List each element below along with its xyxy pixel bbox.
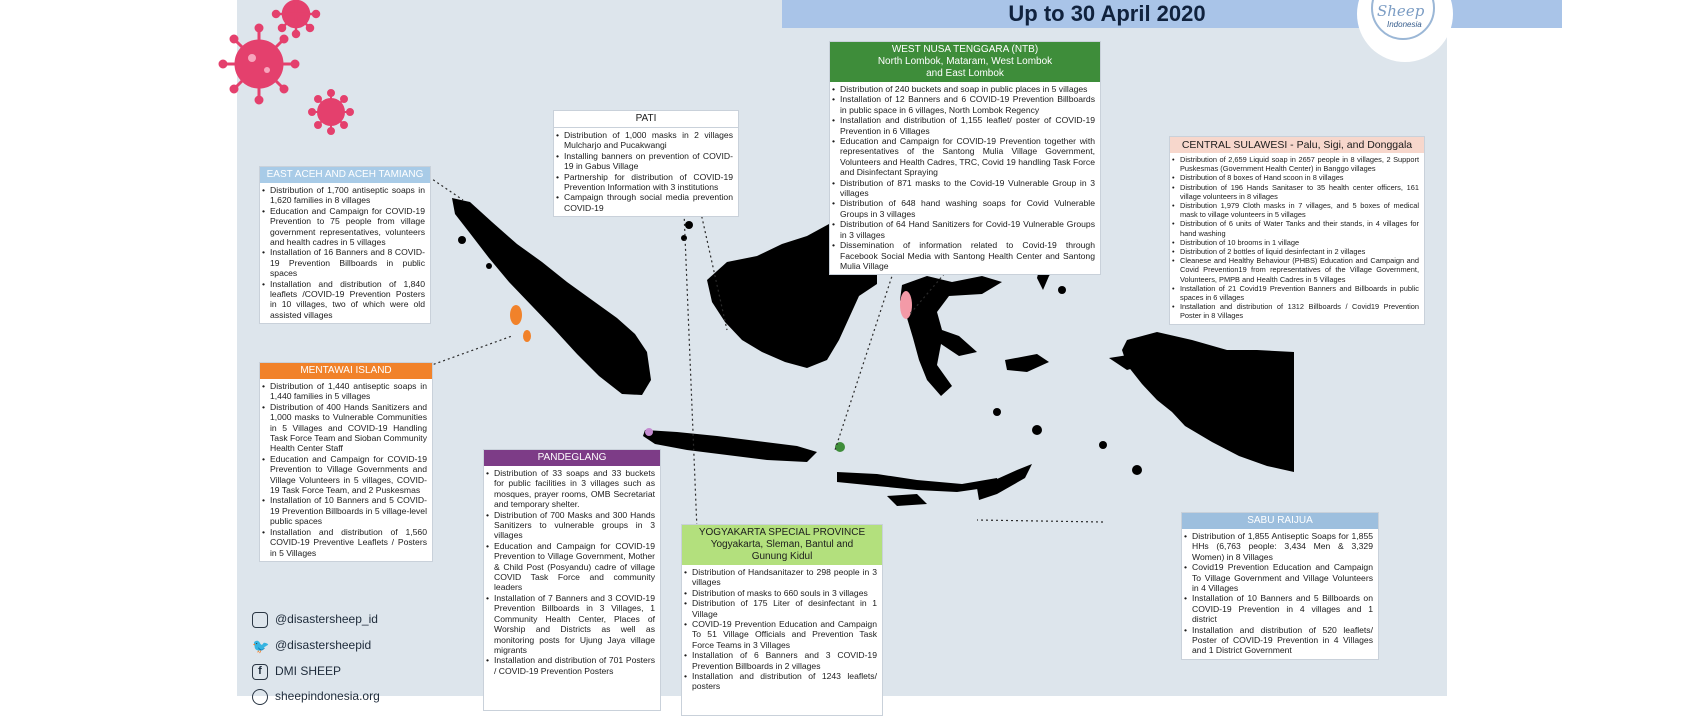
ntb-item: • Distribution of 648 hand washing soaps for Covid Vulnerable Groups in 3 villages — [840, 198, 1095, 219]
pati-item: • Distribution of 1,000 masks in 2 villages Mulcharjo and Pucakwangi — [564, 130, 733, 151]
yogyakarta-item: • Distribution of Handsanitazer to 298 people in 3 villages — [692, 567, 877, 588]
central-item: • Distribution of 8 boxes of Hand scoon in 8 villages — [1180, 173, 1419, 182]
logo-subtext: Indonesia — [1387, 20, 1422, 29]
mentawai-item: • Education and Campaign for COVID-19 Prevention to Village Governments and Village Volunteers in 5 villages, COVID-19 Task Force Team, and 2 Puskesmas — [270, 454, 427, 496]
east-aceh-item: • Education and Campaign for COVID-19 Prevention to 75 people from village government representatives, volunteers and health cadres in 5 villages — [270, 206, 425, 248]
mentawai-header: MENTAWAI ISLAND — [260, 363, 432, 379]
mentawai-item: • Installation of 10 Banners and 5 COVID-19 Prevention Billboards in 5 village-level public spaces — [270, 495, 427, 526]
social-twitter[interactable] — [252, 638, 371, 654]
infographic-poster — [237, 0, 1447, 704]
ntb-item: • Dissemination of information related to Covid-19 through Facebook Social Media with Santong Health Center and Santong Mulia Village — [840, 240, 1095, 271]
central-sulawesi-highlight — [900, 291, 912, 319]
yogyakarta-box — [681, 524, 883, 716]
central-item: • Installation of 21 Covid19 Prevention Banners and Billboards in public spaces in 6 villages — [1180, 284, 1419, 302]
yogyakarta-item: • Distribution of 175 Liter of desinfectant in 1 Village — [692, 598, 877, 619]
ntb-header: WEST NUSA TENGGARA (NTB) North Lombok, Mataram, West Lombok and East Lombok — [830, 42, 1100, 82]
ntb-item: • Distribution of 871 masks to the Covid-19 Vulnerable Group in 3 villages — [840, 178, 1095, 199]
yogyakarta-item: • Installation of 6 Banners and 3 COVID-19 Prevention Billboards in 2 villages — [692, 650, 877, 671]
virus-icon-small — [309, 90, 353, 134]
papua-island — [1122, 332, 1294, 472]
virus-icon-large — [219, 24, 299, 104]
pandeglang-highlight — [645, 428, 653, 436]
yogyakarta-header: YOGYAKARTA SPECIAL PROVINCE Yogyakarta, Sleman, Bantul and Gunung Kidul — [682, 525, 882, 565]
pandeglang-item: • Installation of 7 Banners and 3 COVID-19 Prevention Billboards in 3 Villages, 1 Community Health Center, Places of Worship and Districts as well as monitoring posts for Ujung Jaya village migrants — [494, 593, 655, 655]
ntb-item: • Education and Campaign for COVID-19 Prevention together with representatives of the Santong Mulia Village Government, Volunteers and Health Cadres, TRC, Covid 19 handling Task Force and Disinfectant Spraying — [840, 136, 1095, 178]
ntb-item: • Installation and distribution of 1,155 leaflet/ poster of COVID-19 Prevention in 6 Villages — [840, 115, 1095, 136]
pati-item: • Installing banners on prevention of COVID-19 in Gabus Village — [564, 151, 733, 172]
virus-icon-top — [273, 0, 319, 37]
pandeglang-item: • Installation and distribution of 701 Posters / COVID-19 Prevention Posters — [494, 655, 655, 676]
java-island — [643, 430, 817, 462]
pati-list — [554, 128, 738, 216]
east-aceh-item: • Distribution of 1,700 antiseptic soaps in 1,620 families in 8 villages — [270, 185, 425, 206]
sabu-item: • Installation and distribution of 520 leaflets/ Poster of COVID-19 Prevention in 4 Villages and 1 District Government — [1192, 625, 1373, 656]
yogyakarta-item: • Distribution of masks to 660 souls in 3 villages — [692, 588, 877, 598]
bali-lombok-islands — [837, 472, 999, 492]
central-sulawesi-box — [1169, 136, 1425, 325]
pandeglang-item: • Distribution of 700 Masks and 300 Hands Sanitizers to vulnerable groups in 3 villages — [494, 510, 655, 541]
pati-header: PATI — [554, 111, 738, 128]
mentawai-item: • Distribution of 1,440 antiseptic soaps in 1,440 families in 5 villages — [270, 381, 427, 402]
pati-item: • Partnership for distribution of COVID-19 Prevention Information with 3 institutions — [564, 172, 733, 193]
central-item: • Distribution of 2,659 Liquid soap in 2657 people in 8 villages, 2 Support Puskesmas (Government Health Center) in Banggo villages — [1180, 155, 1419, 173]
flores-sumba-islands — [887, 494, 927, 506]
instagram-icon — [252, 612, 268, 628]
mentawai-list — [260, 379, 432, 561]
website-url: sheepindonesia.org — [275, 689, 380, 704]
twitter-handle: @disastersheepid — [275, 638, 372, 653]
sulawesi-island — [900, 276, 1002, 396]
facebook-icon: f — [252, 664, 268, 680]
pandeglang-item: • Distribution of 33 soaps and 33 buckets for public facilities in 3 villages such as mosques, prayer rooms, OMB Secretariat and temporary shelter. — [494, 468, 655, 510]
yogyakarta-item: • Installation and distribution of 1243 leaflets/ posters — [692, 671, 877, 692]
pandeglang-header: PANDEGLANG — [484, 450, 660, 466]
central-item: • Cleanese and Healthy Behaviour (PHBS) Education and Campaign and Covid Prevention19 from representatives of the Village Government, Volunteers, PMPB and Health Cadres in 5 Villages — [1180, 256, 1419, 284]
social-facebook[interactable] — [252, 664, 341, 680]
sabu-item: • Distribution of 1,855 Antiseptic Soaps for 1,855 HHs (6,763 people: 3,434 Men & 3,329 Women) in 8 Villages — [1192, 531, 1373, 562]
central-item: • Installation and distribution of 1312 Billboards / Covid19 Prevention Poster in 8 Villages — [1180, 302, 1419, 320]
pati-item: • Campaign through social media prevention COVID-19 — [564, 192, 733, 213]
sumatra-island — [452, 198, 651, 395]
pandeglang-item: • Education and Campaign for COVID-19 Prevention to Village Government, Mother & Child Post (Posyandu) cadre of village COVID Task Force and community leaders — [494, 541, 655, 593]
sabu-raijua-list — [1182, 529, 1378, 659]
east-aceh-box — [259, 166, 431, 324]
east-aceh-header: EAST ACEH AND ACEH TAMIANG — [260, 167, 430, 183]
globe-icon — [252, 689, 268, 705]
central-item: • Distribution of 6 units of Water Tanks and their stands, in 4 villages for hand washing — [1180, 219, 1419, 237]
ntb-item: • Distribution of 64 Hand Sanitizers for Covid-19 Vulnerable Groups in 3 villages — [840, 219, 1095, 240]
pandeglang-list — [484, 466, 660, 679]
sabu-raijua-header: SABU RAIJUA — [1182, 513, 1378, 529]
ntb-item: • Distribution of 240 buckets and soap in public places in 5 villages — [840, 84, 1095, 94]
central-sulawesi-list — [1170, 153, 1424, 324]
date-banner: Up to 30 April 2020 — [782, 0, 1562, 28]
social-instagram[interactable] — [252, 612, 378, 628]
ntb-item: • Installation of 12 Banners and 6 COVID-19 Prevention Billboards in public space in 6 villages, North Lombok Regency — [840, 94, 1095, 115]
pati-box — [553, 110, 739, 217]
twitter-icon: 🐦 — [252, 638, 270, 654]
yogyakarta-list — [682, 565, 882, 695]
social-web[interactable] — [252, 689, 380, 705]
central-item: • Distribution of 196 Hands Sanitaser to 35 health center officers, 161 village volunteers in 8 villages — [1180, 183, 1419, 201]
central-item: • Distribution of 10 brooms in 1 village — [1180, 238, 1419, 247]
sabu-item: • Covid19 Prevention Education and Campaign To Village Government and Village Volunteers in 4 Villages — [1192, 562, 1373, 593]
instagram-handle: @disastersheep_id — [275, 612, 378, 627]
central-sulawesi-header: CENTRAL SULAWESI - Palu, Sigi, and Donggala — [1170, 137, 1424, 153]
pandeglang-box — [483, 449, 661, 711]
logo-script: Sheep — [1377, 2, 1425, 20]
yogyakarta-item: • COVID-19 Prevention Education and Campaign To 51 Village Officials and Prevention Task Force Teams in 3 Villages — [692, 619, 877, 650]
mentawai-box — [259, 362, 433, 562]
east-aceh-item: • Installation of 16 Banners and 8 COVID-19 Prevention Billboards in public spaces — [270, 247, 425, 278]
sabu-item: • Installation of 10 Banners and 5 Billboards on COVID-19 Prevention in 4 villages and 1 district — [1192, 593, 1373, 624]
east-aceh-list — [260, 183, 430, 323]
central-item: • Distribution of 2 bottles of liquid desinfectant in 2 villages — [1180, 247, 1419, 256]
ntb-box — [829, 41, 1101, 275]
mentawai-highlight — [510, 305, 522, 325]
ntb-list — [830, 82, 1100, 274]
east-aceh-item: • Installation and distribution of 1,840 leaflets /COVID-19 Prevention Posters in 10 villages, two of which were old assisted villages — [270, 279, 425, 321]
mentawai-item: • Distribution of 400 Hands Sanitizers and 1,000 masks to Vulnerable Communities in 5 Villages and COVID-19 Handling Task Force Team and Sioban Community Health Center Staff — [270, 402, 427, 454]
central-item: • Distribution 1,979 Cloth masks in 7 villages, and 5 boxes of medical mask to village volunteers in 5 villages — [1180, 201, 1419, 219]
sabu-raijua-box — [1181, 512, 1379, 660]
mentawai-item: • Installation and distribution of 1,560 COVID-19 Preventive Leaflets / Posters in 5 Villages — [270, 527, 427, 558]
facebook-name: DMI SHEEP — [275, 664, 342, 679]
